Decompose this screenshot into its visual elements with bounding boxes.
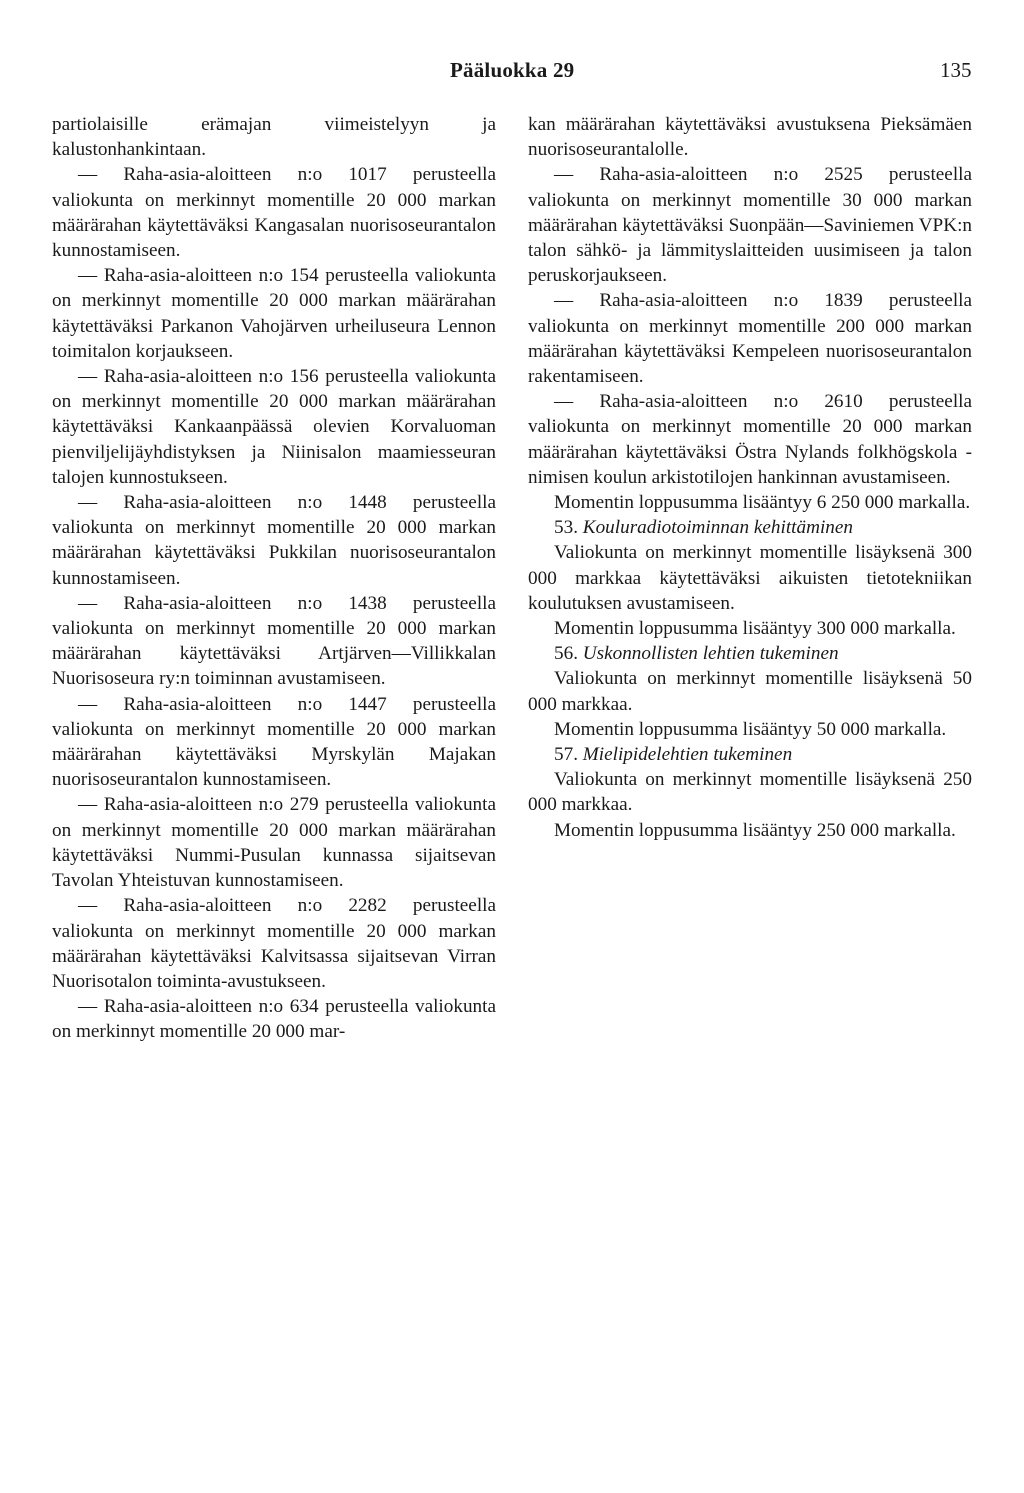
paragraph: — Raha-asia-aloitteen n:o 1447 perusteella valiokunta on merkinnyt momentille 20 000 markan määrärahan käytettäväksi Myrskylän Majakan nuorisoseurantalon kunnostamiseen. [52, 693, 496, 791]
section-body: Valiokunta on merkinnyt momentille lisäyksenä 50 000 markkaa. [528, 668, 972, 715]
paragraph: — Raha-asia-aloitteen n:o 2282 perusteella valiokunta on merkinnyt momentille 20 000 markan määrärahan käytettäväksi Kalvitsassa sijaitsevan Virran Nuorisotalon toiminta-avustukseen. [52, 895, 496, 992]
momentti-total: Momentin loppusumma lisääntyy 250 000 markalla. [554, 819, 956, 841]
page-title: Pääluokka 29 [450, 58, 575, 82]
section-number: 57. [554, 744, 578, 766]
section-title: Kouluradiotoiminnan kehittäminen [582, 517, 853, 539]
section-title: Uskonnollisten lehtien tukeminen [582, 643, 839, 665]
paragraph: — Raha-asia-aloitteen n:o 2610 perusteella valiokunta on merkinnyt momentille 20 000 markan määrärahan käytettäväksi Östra Nylands folkhögskola -nimisen koulun arkistotilojen hankinnan avustamiseen. [528, 391, 972, 488]
section-heading [528, 742, 972, 767]
left-column [52, 112, 496, 1045]
paragraph: partiolaisille erämajan viimeistelyyn ja kalustonhankintaan. [52, 114, 496, 161]
section-body: Valiokunta on merkinnyt momentille lisäyksenä 300 000 markkaa käytettäväksi aikuisten tietotekniikan koulutuksen avustamiseen. [528, 542, 972, 614]
section-title: Mielipidelehtien tukeminen [582, 744, 793, 766]
paragraph-continuation: kan määrärahan käytettäväksi avustuksena Pieksämäen nuorisoseurantalolle. [528, 114, 972, 161]
page-header [0, 58, 1024, 88]
section-heading [528, 641, 972, 666]
momentti-total: Momentin loppusumma lisääntyy 50 000 markalla. [554, 718, 947, 740]
paragraph: — Raha-asia-aloitteen n:o 1017 perusteella valiokunta on merkinnyt momentille 20 000 markan määrärahan käytettäväksi Kangasalan nuorisoseurantalon kunnostamiseen. [52, 164, 496, 262]
paragraph: — Raha-asia-aloitteen n:o 279 perusteella valiokunta on merkinnyt momentille 20 000 markan määrärahan käytettäväksi Nummi-Pusulan kunnassa sijaitsevan Tavolan Yhteistuvan kunnostamiseen. [52, 794, 496, 892]
paragraph: — Raha-asia-aloitteen n:o 2525 perusteella valiokunta on merkinnyt momentille 30 000 markan määrärahan käytettäväksi Suonpään—Saviniemen VPK:n talon sähkö- ja lämmityslaitteiden uusimiseen ja talon peruskorjaukseen. [528, 164, 972, 287]
paragraph: — Raha-asia-aloitteen n:o 154 perusteella valiokunta on merkinnyt momentille 20 000 markan määrärahan käytettäväksi Parkanon Vahojärven urheiluseura Lennon toimitalon korjaukseen. [52, 265, 496, 362]
section-body: Valiokunta on merkinnyt momentille lisäyksenä 250 000 markkaa. [528, 769, 972, 816]
momentti-total: Momentin loppusumma lisääntyy 300 000 markalla. [554, 618, 956, 640]
paragraph: — Raha-asia-aloitteen n:o 1839 perusteella valiokunta on merkinnyt momentille 200 000 markan määrärahan käytettäväksi Kempeleen nuorisoseurantalon rakentamiseen. [528, 290, 972, 388]
section-number: 56. [554, 643, 578, 665]
paragraph: — Raha-asia-aloitteen n:o 1448 perusteella valiokunta on merkinnyt momentille 20 000 markan määrärahan käytettäväksi Pukkilan nuorisoseurantalon kunnostamiseen. [52, 492, 496, 589]
momentti-total: Momentin loppusumma lisääntyy 6 250 000 markalla. [554, 492, 971, 514]
section-number: 53. [554, 517, 578, 539]
paragraph: — Raha-asia-aloitteen n:o 1438 perusteella valiokunta on merkinnyt momentille 20 000 markan määrärahan käytettäväksi Artjärven—Villikkalan Nuorisoseura ry:n toiminnan avustamiseen. [52, 592, 496, 690]
section-heading [528, 515, 972, 540]
right-column [528, 112, 972, 843]
page-number: 135 [940, 58, 972, 82]
paragraph: — Raha-asia-aloitteen n:o 156 perusteella valiokunta on merkinnyt momentille 20 000 markan määrärahan käytettäväksi Kankaanpäässä olevien Korvaluoman pienviljelijäyhdistyksen ja Niinisalon maamiesseuran talojen kunnostukseen. [52, 366, 496, 488]
paragraph: — Raha-asia-aloitteen n:o 634 perusteella valiokunta on merkinnyt momentille 20 000 mar- [52, 996, 496, 1043]
